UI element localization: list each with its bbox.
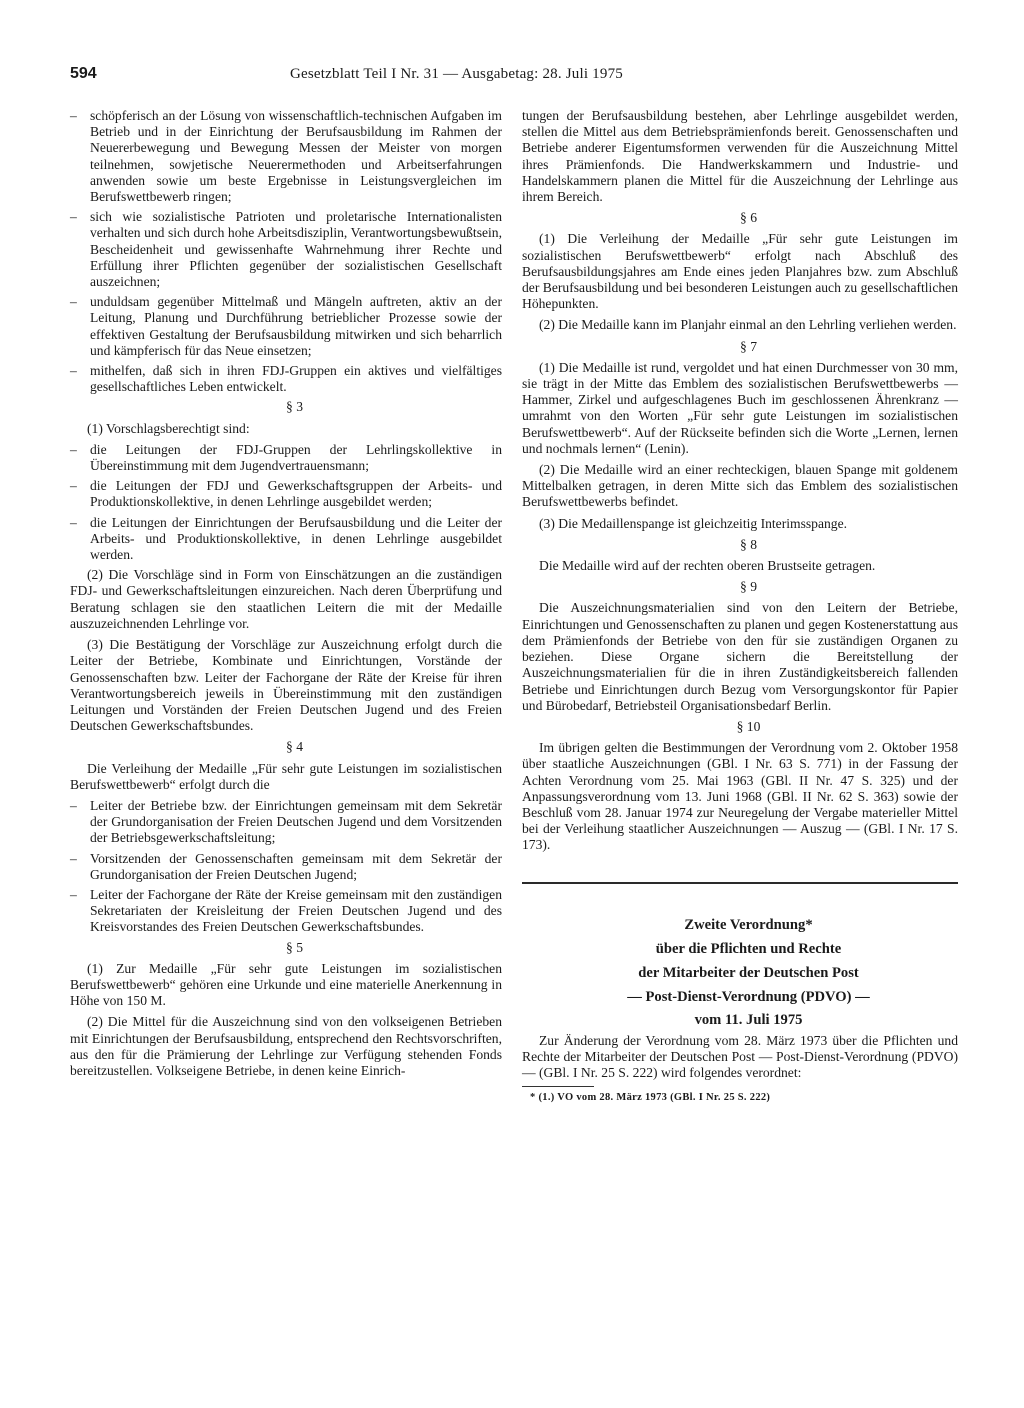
left-column	[70, 108, 502, 1084]
list-item: – unduldsam gegenüber Mittelmaß und Mängeln auftreten, aktiv an der Leitung, Planung und Durchführung betrieblicher Prozesse sowie der effektiven Gestaltung der Berufsausbildung mitwirken und sich beharrlich und kämpferisch für das Neue einsetzen;	[70, 294, 502, 358]
paragraph: (3) Die Bestätigung der Vorschläge zur Auszeichnung erfolgt durch die Leiter der Betriebe, Kombinate und Einrichtungen, Vorstände der Genossenschaften bzw. Leiter der Fachorgane der Räte der Kreise für ihren Verantwortungsbereich jeweils in Übereinstimmung mit den zuständigen Leitungen und Vorständen der Freien Deutschen Jugend und des Freien Deutschen Gewerkschaftsbundes.	[70, 637, 502, 734]
running-head: Gesetzblatt Teil I Nr. 31 — Ausgabetag: 28. Juli 1975	[290, 66, 623, 82]
list-item: – die Leitungen der FDJ und Gewerkschaftsgruppen der Arbeits- und Produktionskollektive, in denen Lehrlinge ausgebildet werden;	[70, 478, 502, 510]
list-item: – Leiter der Fachorgane der Räte der Kreise gemeinsam mit den zuständigen Sekretariaten der Kreisleitung der Freien Deutschen Jugend und des Kreisvorstandes des Freien Deutschen Gewerkschaftsbundes.	[70, 886, 502, 935]
decree-title-line: Zweite Verordnung*	[684, 916, 813, 933]
page-header	[70, 64, 960, 84]
decree-title-line: — Post-Dienst-Verordnung (PDVO) —	[627, 988, 870, 1005]
decree-title-line: über die Pflichten und Rechte	[655, 940, 842, 957]
footnote: * (1.) VO vom 28. März 1973 (GBl. I Nr. 25 S. 222)	[530, 1092, 771, 1104]
paragraph: (2) Die Vorschläge sind in Form von Einschätzungen an die zuständigen FDJ- und Gewerkschaftsleitungen einzureichen. Nach deren Überprüfung und Beratung schlagen sie den staatlichen Leitern die mit der Medaille auszuzeichnenden Lehrlinge vor.	[70, 567, 502, 631]
paragraph: Die Verleihung der Medaille „Für sehr gute Leistungen im sozialistischen Berufswettbewerb“ erfolgt durch die	[70, 760, 502, 792]
list-item: – Vorsitzenden der Genossenschaften gemeinsam mit dem Sekretär der Grundorganisation der Freien Deutschen Jugend;	[70, 850, 502, 882]
paragraph: (1) Vorschlagsberechtigt sind:	[87, 420, 250, 436]
list-item: – sich wie sozialistische Patrioten und proletarische Internationalisten verhalten und sich durch hohe Arbeitsdisziplin, Verantwortungsbewußtsein, Bescheidenheit und gewissenhafte Wahrnehmung ihrer Rechte und Erfüllung ihrer Pflichten gegenüber der sozialistischen Gesellschaft auszeichnen;	[70, 209, 502, 290]
section-heading-4: § 4	[286, 739, 303, 755]
section-heading-5: § 5	[286, 939, 303, 955]
paragraph: (2) Die Mittel für die Auszeichnung sind von den volkseigenen Betrieben mit Einrichtungen der Berufsausbildung, entsprechend den Rechtsvorschriften, aus den für die Prämierung der Lehrlinge zur Verfügung stehenden Fonds bereitzustellen. Volkseigene Betriebe, in denen keine Einrich-	[70, 1014, 502, 1078]
paragraph: (3) Die Medaillenspange ist gleichzeitig Interimsspange.	[539, 515, 848, 531]
section-heading-9: § 9	[740, 579, 757, 595]
decree-intro: Zur Änderung der Verordnung vom 28. März 1973 über die Pflichten und Rechte der Mitarbeiter der Deutschen Post — Post-Dienst-Verordnung (PDVO) — (GBl. I Nr. 25 S. 222) wird folgendes verordnet:	[522, 1032, 958, 1081]
page-number: 594	[70, 65, 97, 82]
list-item: – die Leitungen der Einrichtungen der Berufsausbildung und die Leiter der Arbeits- und Produktionskollektive, in denen Lehrlinge ausgebildet werden.	[70, 514, 502, 563]
paragraph: (1) Die Medaille ist rund, vergoldet und hat einen Durchmesser von 30 mm, sie trägt in der Mitte das Emblem des sozialistischen Berufswettbewerbs — Hammer, Zirkel und aufgeschlagenes Buch im geschlossenen Ährenkranz — umrahmt von den Worten „Für sehr gute Leistungen im sozialistischen Berufswettbewerb“. Auf der Rückseite befinden sich die Worte „Lernen, lernen und nochmals lernen“ (Lenin).	[522, 359, 958, 456]
paragraph-continued: tungen der Berufsausbildung bestehen, aber Lehrlinge ausgebildet werden, stellen die Mittel aus dem Betriebsprämienfonds bereit. Genossenschaften und Betriebe anderer Eigentumsformen verwenden für die Auszeichnung Mittel ihres Prämienfonds. Die Handwerkskammern und Industrie- und Handelskammern planen die Mittel für die Auszeichnung der Lehrlinge aus ihrem Bereich.	[522, 108, 958, 205]
decree-date: vom 11. Juli 1975	[694, 1011, 803, 1028]
list-item: – mithelfen, daß sich in ihren FDJ-Gruppen ein aktives und vielfältiges gesellschaftliches Leben entwickelt.	[70, 363, 502, 395]
list-item: – die Leitungen der FDJ-Gruppen der Lehrlingskollektive in Übereinstimmung mit dem Jugendvertrauensmann;	[70, 441, 502, 474]
paragraph: (2) Die Medaille kann im Planjahr einmal an den Lehrling verliehen werden.	[539, 317, 957, 333]
section-heading-3: § 3	[286, 399, 303, 415]
section-heading-8: § 8	[740, 536, 757, 552]
list-item: – schöpferisch an der Lösung von wissenschaftlich-technischen Aufgaben im Betrieb und in der Einrichtung der Berufsausbildung im Rahmen der Neuererbewegung und Bewegung Messen der Meister von morgen teilnehmen, sowjetische Neuerermethoden und Arbeitserfahrungen anwenden sowie um beste Ergebnisse in Leistungsvergleichen im Berufswettbewerb ringen;	[70, 108, 502, 205]
paragraph: (2) Die Medaille wird an einer rechteckigen, blauen Spange mit goldenem Mittelbalken getragen, in deren Mitte sich das Emblem des sozialistischen Berufswettbewerbs befindet.	[522, 462, 958, 510]
paragraph: (1) Die Verleihung der Medaille „Für sehr gute Leistungen im sozialistischen Berufswettbewerb“ erfolgt nach Abschluß des Berufsausbildungsjahres am Ende eines jeden Planjahres bzw. zum Abschluß der Berufsausbildung und bei besonderen Leistungen auch zu gesellschaftlichen Höhepunkten.	[522, 231, 958, 312]
section-heading-6: § 6	[740, 210, 757, 226]
paragraph: Die Auszeichnungsmaterialien sind von den Leitern der Betriebe, Einrichtungen und Genossenschaften zu planen und gegen Kostenerstattung aus dem Prämienfonds der Betriebe von den für sie zuständigen Organen zu beziehen. Diese Organe sichern die Bereitstellung der Auszeichnungsmaterialien für die in ihren Zuständigkeitsbereich fallenden Betriebe und Einrichtungen durch Bezug vom Versorgungskontor für Papier und Bürobedarf, Betriebsteil Organisationsbedarf Berlin.	[522, 600, 958, 713]
decree-title-line: der Mitarbeiter der Deutschen Post	[638, 964, 859, 981]
paragraph: Die Medaille wird auf der rechten oberen Brustseite getragen.	[539, 558, 876, 574]
section-heading-10: § 10	[736, 718, 761, 734]
section-heading-7: § 7	[740, 338, 757, 354]
list-item: – Leiter der Betriebe bzw. der Einrichtungen gemeinsam mit dem Sekretär der Grundorganisation der Freien Deutschen Jugend und dem Vorsitzenden der Betriebsgewerkschaftsleitung;	[70, 797, 502, 846]
footnote-divider	[522, 1086, 594, 1087]
right-column	[522, 108, 958, 1105]
section-divider	[522, 882, 958, 884]
paragraph: (1) Zur Medaille „Für sehr gute Leistungen im sozialistischen Berufswettbewerb“ gehören eine Urkunde und eine materielle Anerkennung in Höhe von 150 M.	[70, 960, 502, 1009]
paragraph: Im übrigen gelten die Bestimmungen der Verordnung vom 2. Oktober 1958 über staatliche Auszeichnungen (GBl. I Nr. 63 S. 771) in der Fassung der Achten Verordnung vom 25. Mai 1963 (GBl. II Nr. 47 S. 325) und der Anpassungsverordnung vom 13. Juni 1968 (GBl. II Nr. 62 S. 363) sowie der Beschluß vom 28. Januar 1974 zur Neuregelung der Vergabe materieller Mittel bei der Verleihung staatlicher Auszeichnungen — Auszug — (GBl. I Nr. 17 S. 173).	[522, 740, 958, 853]
